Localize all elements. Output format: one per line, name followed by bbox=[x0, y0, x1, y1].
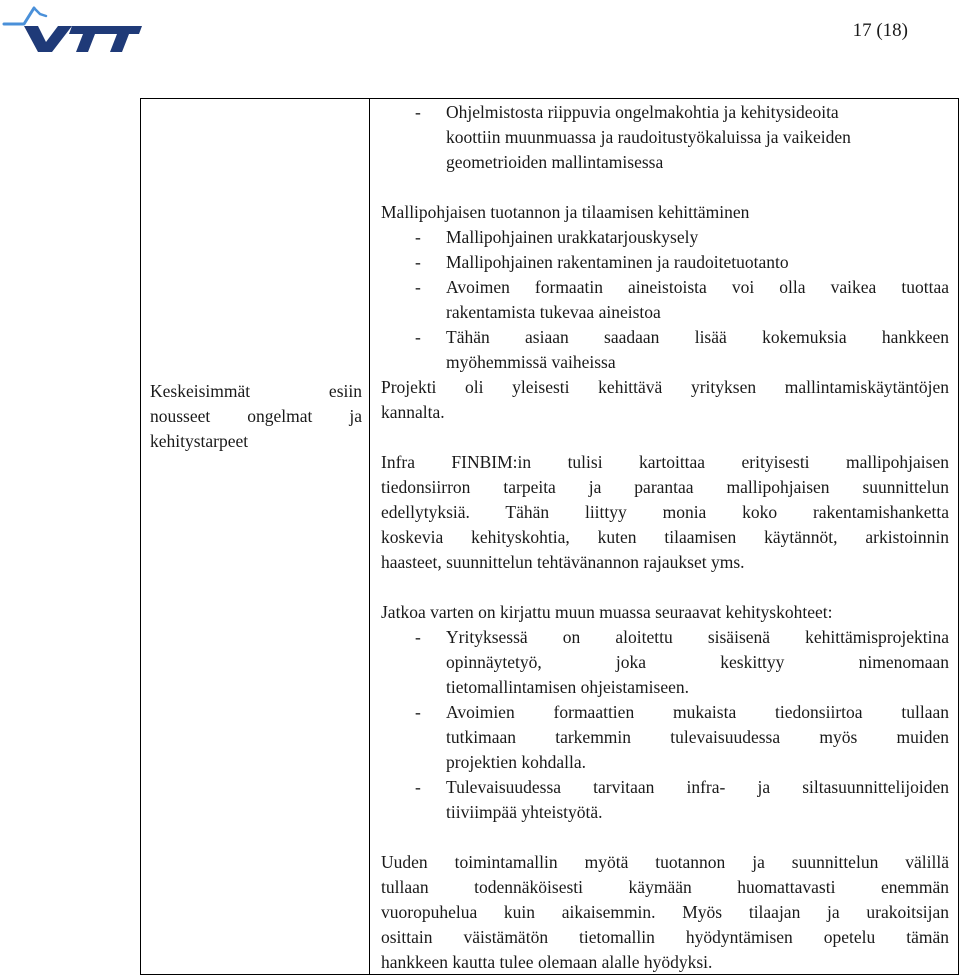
bullet-line: Mallipohjainen rakentaminen ja raudoitetuotanto bbox=[446, 252, 789, 272]
vtt-logo-mark bbox=[2, 2, 142, 56]
paragraph bbox=[381, 375, 949, 425]
row-content-cell bbox=[381, 99, 949, 975]
bullet-line: tiiviimpää yhteistyötä. bbox=[446, 802, 603, 822]
bullet-line: koottiin muunmuassa ja raudoitustyökaluissa ja vaikeiden bbox=[446, 127, 851, 147]
bullet-dash: - bbox=[415, 277, 421, 297]
paragraph-line: hankkeen kautta tulee olemaan alalle hyödyksi. bbox=[381, 952, 713, 972]
bullet-line: geometrioiden mallintamisessa bbox=[446, 152, 664, 172]
bullet-line: Ohjelmistosta riippuvia ongelmakohtia ja kehitysideoita bbox=[446, 102, 839, 122]
bullet-dash: - bbox=[415, 327, 421, 347]
row-label-line: nousseet ongelmat ja bbox=[150, 406, 362, 426]
bullet-item bbox=[381, 100, 949, 175]
bullet-line: Avoimen formaatin aineistoista voi olla vaikea tuottaa bbox=[446, 277, 949, 297]
paragraph-line: Jatkoa varten on kirjattu muun muassa seuraavat kehityskohteet: bbox=[381, 602, 833, 622]
bullet-line: Avoimien formaattien mukaista tiedonsiirtoa tullaan bbox=[446, 702, 949, 722]
bullet-line: Yrityksessä on aloitettu sisäisenä kehittämisprojektina bbox=[446, 627, 949, 647]
row-label-line: kehitystarpeet bbox=[150, 431, 249, 451]
bullet-line: Mallipohjainen urakkatarjouskysely bbox=[446, 227, 699, 247]
paragraph-line: haasteet, suunnittelun tehtävänannon rajaukset yms. bbox=[381, 552, 745, 572]
bullet-line: myöhemmissä vaiheissa bbox=[446, 352, 616, 372]
paragraph-line: kannalta. bbox=[381, 402, 445, 422]
bullet-item bbox=[381, 225, 949, 250]
paragraph bbox=[381, 850, 949, 975]
paragraph-line: edellytyksiä. Tähän liittyy monia koko rakentamishanketta bbox=[381, 502, 949, 522]
paragraph-line: tullaan todennäköisesti käymään huomattavasti enemmän bbox=[381, 877, 949, 897]
bullet-line: projektien kohdalla. bbox=[446, 752, 586, 772]
bullet-dash: - bbox=[415, 702, 421, 722]
paragraph-line: osittain väistämätön tietomallin hyödyntämisen opetelu tämän bbox=[381, 927, 949, 947]
bullet-dash: - bbox=[415, 252, 421, 272]
bullet-dash: - bbox=[415, 227, 421, 247]
paragraph-line: tiedonsiirron tarpeita ja parantaa mallipohjaisen suunnittelun bbox=[381, 477, 949, 497]
bullet-item bbox=[381, 625, 949, 700]
bullet-line: rakentamista tukevaa aineistoa bbox=[446, 302, 661, 322]
table-column-divider bbox=[369, 98, 370, 975]
bullet-item bbox=[381, 250, 949, 275]
bullet-line: Tähän asiaan saadaan lisää kokemuksia hankkeen bbox=[446, 327, 949, 347]
paragraph-line: Infra FINBIM:in tulisi kartoittaa erityisesti mallipohjaisen bbox=[381, 452, 949, 472]
row-label-line: Keskeisimmät esiin bbox=[150, 381, 362, 401]
paragraph-line: koskevia kehityskohtia, kuten tilaamisen käytännöt, arkistoinnin bbox=[381, 527, 949, 547]
bullet-item bbox=[381, 700, 949, 775]
bullet-item bbox=[381, 775, 949, 825]
paragraph-line: Projekti oli yleisesti kehittävä yrityksen mallintamiskäytäntöjen bbox=[381, 377, 949, 397]
vtt-logo bbox=[2, 2, 142, 56]
bullet-line: opinnäytetyö, joka keskittyy nimenomaan bbox=[446, 652, 949, 672]
bullet-line: tutkimaan tarkemmin tulevaisuudessa myös muiden bbox=[446, 727, 949, 747]
paragraph bbox=[381, 450, 949, 575]
page-number: 17 (18) bbox=[852, 20, 908, 41]
section-heading: Mallipohjaisen tuotannon ja tilaamisen kehittäminen bbox=[381, 202, 750, 222]
bullet-line: tietomallintamisen ohjeistamiseen. bbox=[446, 677, 690, 697]
bullet-dash: - bbox=[415, 627, 421, 647]
bullet-dash: - bbox=[415, 777, 421, 797]
bullet-line: Tulevaisuudessa tarvitaan infra- ja siltasuunnittelijoiden bbox=[446, 777, 949, 797]
paragraph-line: Uuden toimintamallin myötä tuotannon ja suunnittelun välillä bbox=[381, 852, 949, 872]
row-label-cell bbox=[150, 379, 362, 454]
bullet-dash: - bbox=[415, 102, 421, 122]
bullet-item bbox=[381, 325, 949, 375]
paragraph-line: vuoropuhelua kuin aikaisemmin. Myös tilaajan ja urakoitsijan bbox=[381, 902, 949, 922]
bullet-item bbox=[381, 275, 949, 325]
